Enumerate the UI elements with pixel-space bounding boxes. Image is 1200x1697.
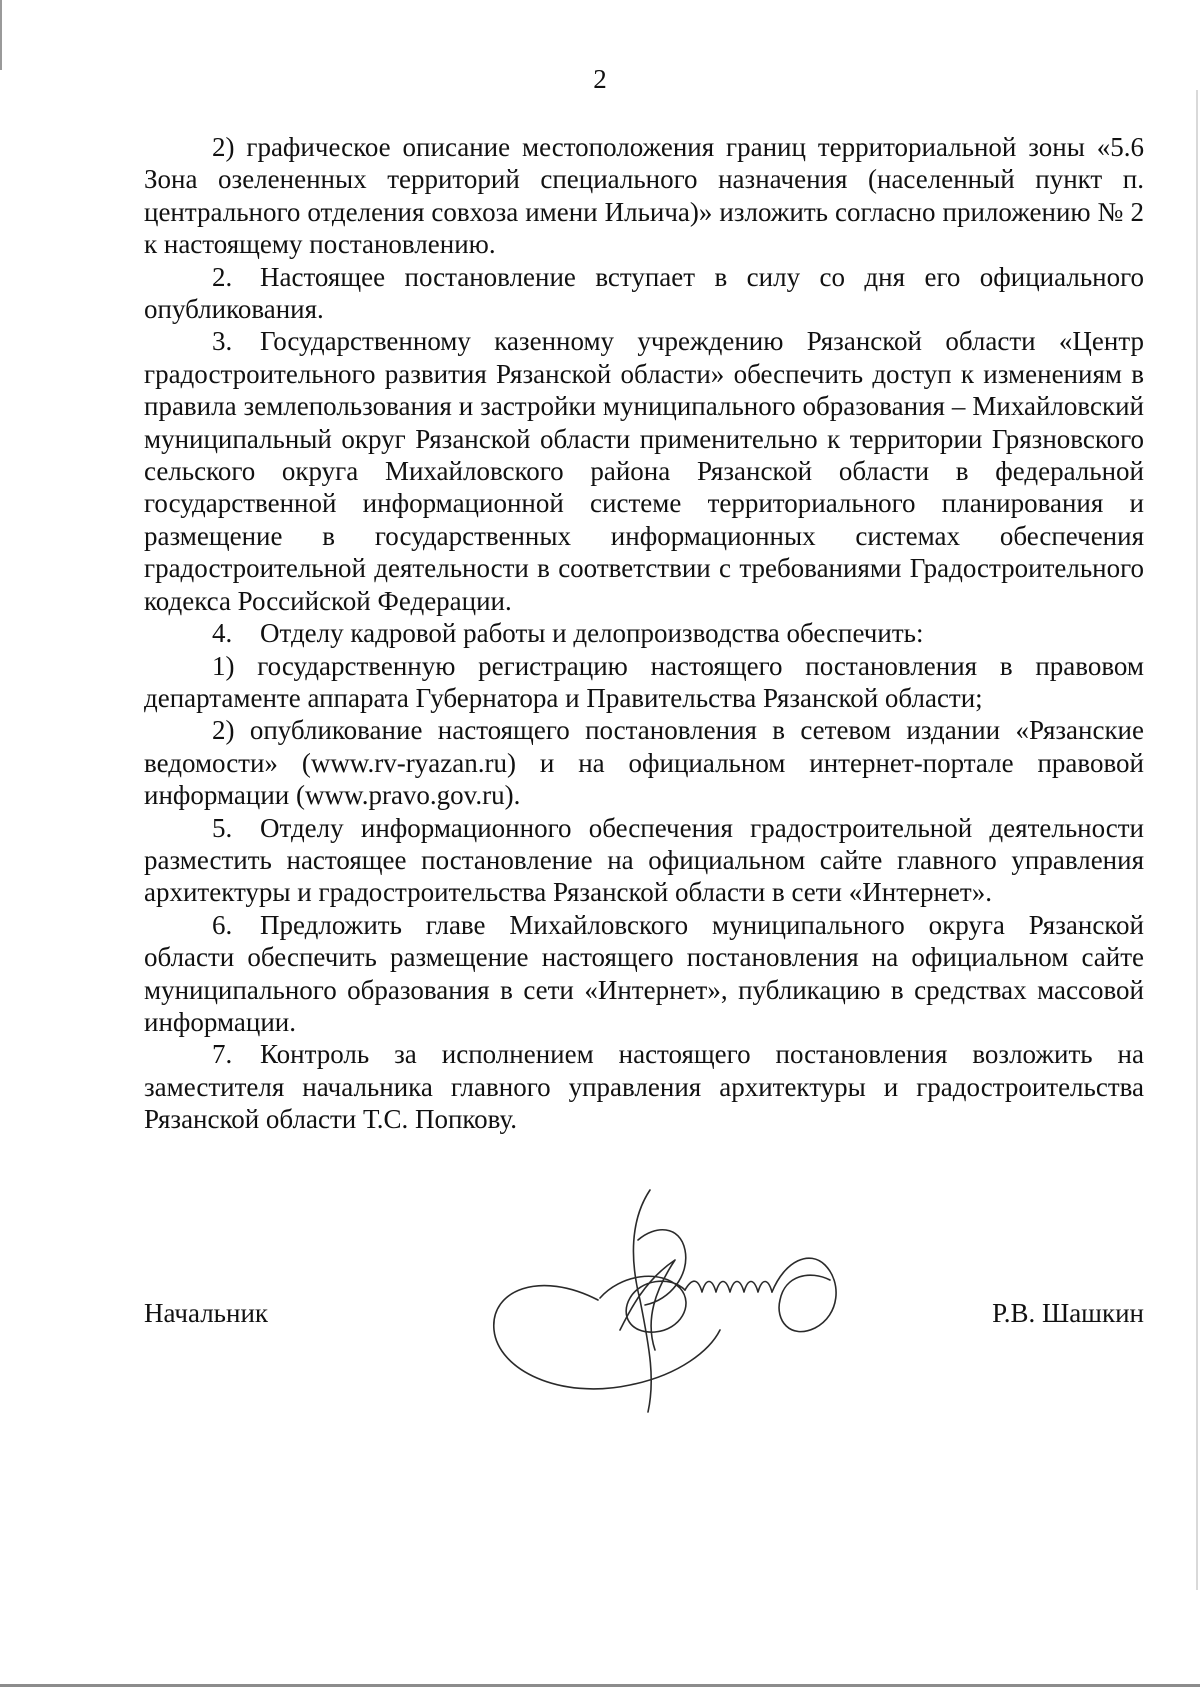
paragraph-number: 5. <box>212 812 233 843</box>
paragraph-7 <box>144 1038 1144 1135</box>
paragraph-2 <box>144 261 1144 326</box>
paragraph-text: Отделу кадровой работы и делопроизводства обеспечить: <box>260 618 924 649</box>
scan-edge-right <box>1196 90 1198 1590</box>
paragraph-4-1 <box>144 650 1144 715</box>
paragraph-text: Предложить главе Михайловского муниципального округа Рязанской области обеспечить размещение настоящего постановления на официальном сайте муниципального образования в сети «Интернет», публикацию в средствах массовой информации. <box>144 909 1144 1037</box>
paragraph-3 <box>144 325 1144 617</box>
paragraph-5 <box>144 812 1144 909</box>
paragraph-number: 2. <box>212 261 233 292</box>
paragraph-text: 2) графическое описание местоположения границ территориальной зоны «5.6 Зона озелененных территорий специального назначения (населенный пункт п. центрального отделения совхоза имени Ильича)» изложить согласно приложению № 2 к настоящему постановлению. <box>144 132 1144 260</box>
paragraph-text: Отделу информационного обеспечения градостроительной деятельности разместить настоящее постановление на официальном сайте главного управления архитектуры и градостроительства Рязанской области в сети «Интернет». <box>144 812 1144 908</box>
signatory-position: Начальник <box>144 1298 269 1328</box>
paragraph-text: 1) государственную регистрацию настоящего постановления в правовом департаменте аппарата Губернатора и Правительства Рязанской области; <box>144 650 1144 713</box>
paragraph-text: Государственному казенному учреждению Рязанской области «Центр градостроительного развития Рязанской области» обеспечить доступ к изменениям в правила землепользования и застройки муниципального образования – Михайловский муниципальный округ Рязанской области применительно к территории Грязновского сельского округа Михайловского района Рязанской области в федеральной государственной информационной системе территориального планирования и размещение в государственных информационных системах обеспечения градостроительной деятельности в соответствии с требованиями Градостроительного кодекса Российской Федерации. <box>144 326 1144 616</box>
paragraph-text: 2) опубликование настоящего постановления в сетевом издании «Рязанские ведомости» (www.rv-ryazan.ru) и на официальном интернет-портале правовой информации (www.pravo.gov.ru). <box>144 715 1144 811</box>
page-number: 2 <box>593 64 607 94</box>
paragraph-number: 6. <box>212 909 233 940</box>
paragraph-4-2 <box>144 714 1144 811</box>
paragraph-6 <box>144 909 1144 1039</box>
signature-block <box>144 1298 1144 1338</box>
signatory-name: Р.В. Шашкин <box>992 1298 1144 1328</box>
paragraph-text: Настоящее постановление вступает в силу со дня его официального опубликования. <box>144 261 1144 325</box>
document-body <box>144 131 1144 1136</box>
scan-edge-bottom <box>0 1684 1200 1687</box>
paragraph-number: 3. <box>212 326 233 357</box>
paragraph-1-2 <box>144 131 1144 261</box>
paragraph-number: 4. <box>212 618 233 649</box>
paragraph-text: Контроль за исполнением настоящего постановления возложить на заместителя начальника главного управления архитектуры и градостроительства Рязанской области Т.С. Попкову. <box>144 1039 1144 1135</box>
paragraph-4 <box>144 617 1144 649</box>
paragraph-number: 7. <box>212 1039 233 1070</box>
scan-edge-left <box>0 0 2 70</box>
